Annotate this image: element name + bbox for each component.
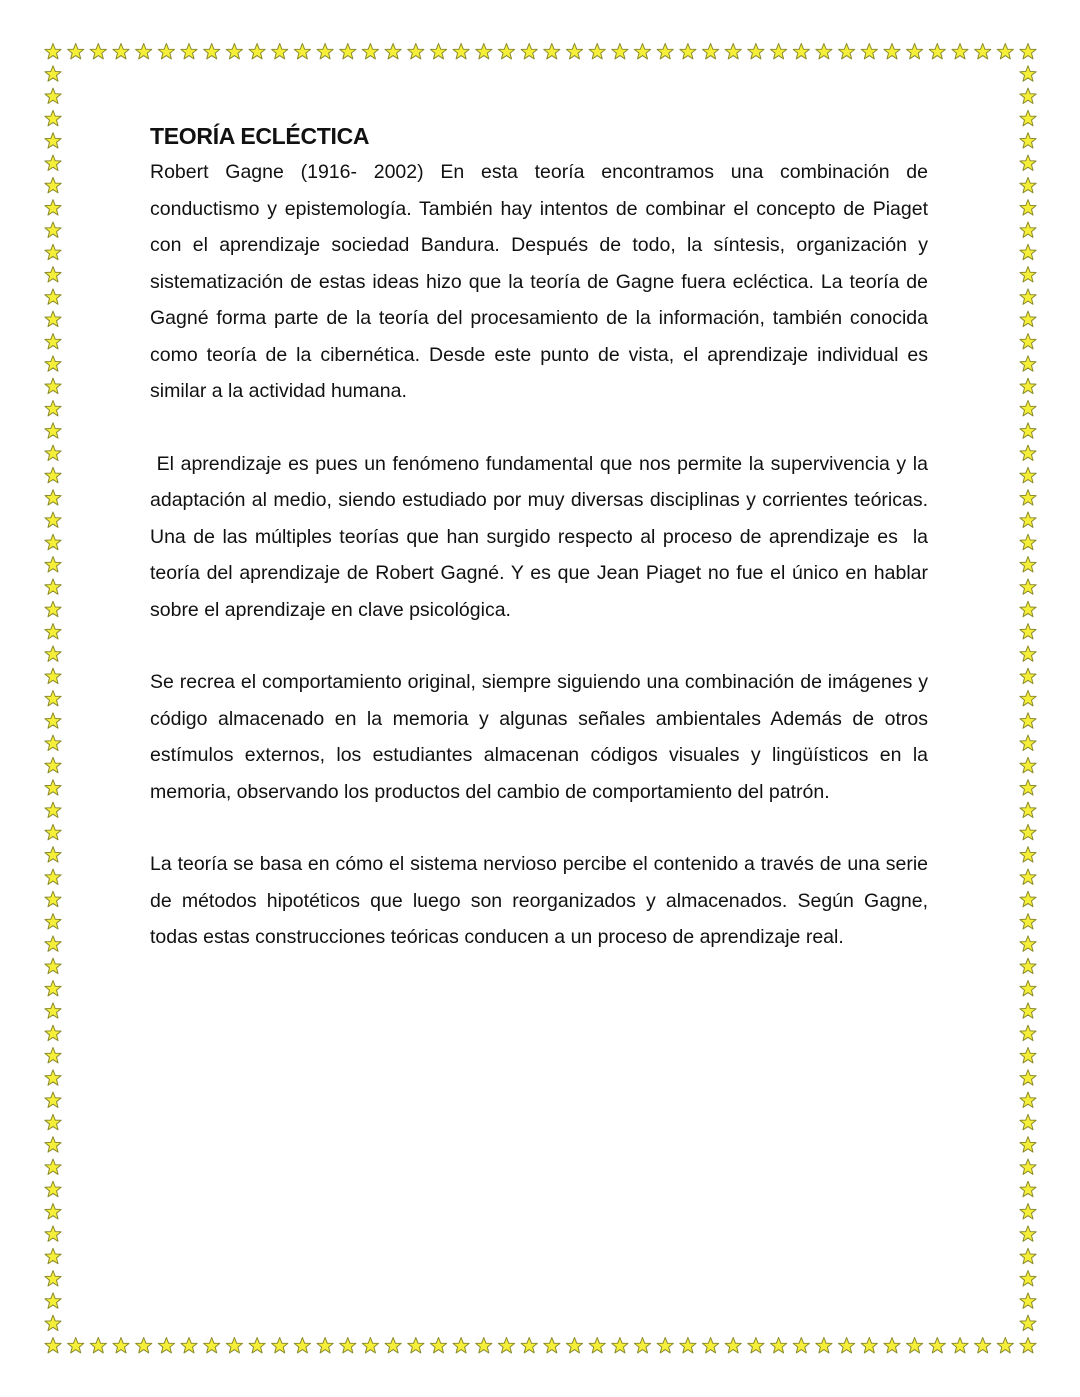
star-icon <box>45 869 61 884</box>
star-icon <box>362 1338 378 1353</box>
document-title: TEORÍA ECLÉCTICA <box>150 123 370 149</box>
star-icon <box>975 1338 991 1353</box>
star-icon <box>158 1338 174 1353</box>
star-icon <box>907 1338 923 1353</box>
star-icon <box>1020 1248 1036 1263</box>
star-icon <box>408 44 424 59</box>
star-icon <box>612 1338 628 1353</box>
star-icon <box>226 44 242 59</box>
star-icon <box>340 44 356 59</box>
star-icon <box>680 1338 696 1353</box>
star-icon <box>1020 1271 1036 1286</box>
star-icon <box>1020 244 1036 259</box>
star-icon <box>952 44 968 59</box>
star-icon <box>45 1181 61 1196</box>
star-icon <box>1020 981 1036 996</box>
star-icon <box>408 1338 424 1353</box>
star-icon <box>1020 1338 1036 1353</box>
star-icon <box>68 1338 84 1353</box>
star-icon <box>181 1338 197 1353</box>
star-icon <box>1020 691 1036 706</box>
star-icon <box>498 1338 514 1353</box>
star-icon <box>136 1338 152 1353</box>
star-icon <box>158 44 174 59</box>
star-icon <box>612 44 628 59</box>
star-icon <box>45 914 61 929</box>
star-icon <box>249 1338 265 1353</box>
star-icon <box>1020 757 1036 772</box>
star-icon <box>544 1338 560 1353</box>
star-icon <box>566 44 582 59</box>
star-icon <box>45 1114 61 1129</box>
star-icon <box>45 1226 61 1241</box>
star-icon <box>90 1338 106 1353</box>
star-icon <box>1020 624 1036 639</box>
star-icon <box>521 44 537 59</box>
star-icon <box>1020 668 1036 683</box>
star-icon <box>1020 1070 1036 1085</box>
star-icon <box>45 334 61 349</box>
star-icon <box>1020 713 1036 728</box>
star-icon <box>45 512 61 527</box>
star-icon <box>45 244 61 259</box>
document-content <box>150 118 934 956</box>
star-icon <box>1020 802 1036 817</box>
star-icon <box>1020 378 1036 393</box>
star-icon <box>45 401 61 416</box>
star-icon <box>1020 869 1036 884</box>
star-icon <box>1020 780 1036 795</box>
star-icon <box>45 1248 61 1263</box>
star-icon <box>294 1338 310 1353</box>
star-icon <box>45 1338 61 1353</box>
star-icon <box>771 44 787 59</box>
star-icon <box>1020 1293 1036 1308</box>
star-icon <box>90 44 106 59</box>
star-icon <box>45 713 61 728</box>
star-icon <box>1020 1315 1036 1330</box>
star-icon <box>907 44 923 59</box>
star-icon <box>45 579 61 594</box>
star-icon <box>498 44 514 59</box>
star-icon <box>45 1271 61 1286</box>
star-icon <box>45 88 61 103</box>
star-icon <box>476 1338 492 1353</box>
star-icon <box>1020 1003 1036 1018</box>
star-icon <box>1020 289 1036 304</box>
star-icon <box>1020 222 1036 237</box>
star-icon <box>1020 1159 1036 1174</box>
star-icon <box>45 1092 61 1107</box>
star-icon <box>45 1159 61 1174</box>
star-icon <box>1020 891 1036 906</box>
star-icon <box>45 311 61 326</box>
star-icon <box>1020 1204 1036 1219</box>
star-icon <box>45 66 61 81</box>
star-icon <box>45 200 61 215</box>
star-icon <box>1020 601 1036 616</box>
star-icon <box>45 110 61 125</box>
star-icon <box>45 267 61 282</box>
star-icon <box>45 222 61 237</box>
star-icon <box>45 557 61 572</box>
star-icon <box>45 757 61 772</box>
star-icon <box>430 1338 446 1353</box>
paragraph-1: Robert Gagne (1916- 2002) En esta teoría encontramos una combinación de conductismo y epistemología. También hay intentos de combinar el concepto de Piaget con el aprendizaje sociedad Bandura. Después de todo, la síntesis, organización y sistematización de estas ideas hizo que la teoría de Gagne fuera ecléctica. La teoría de Gagné forma parte de la teoría del procesamiento de la información, también conocida como teoría de la cibernética. Desde este punto de vista, el aprendizaje individual es similar a la actividad humana. <box>150 161 928 402</box>
star-icon <box>45 624 61 639</box>
star-icon <box>839 1338 855 1353</box>
star-icon <box>1020 423 1036 438</box>
star-icon <box>272 44 288 59</box>
star-icon <box>204 44 220 59</box>
star-icon <box>45 981 61 996</box>
star-icon <box>657 1338 673 1353</box>
star-icon <box>45 958 61 973</box>
star-icon <box>362 44 378 59</box>
star-icon <box>929 44 945 59</box>
star-icon <box>45 356 61 371</box>
star-icon <box>884 1338 900 1353</box>
star-icon <box>703 1338 719 1353</box>
star-icon <box>997 1338 1013 1353</box>
star-icon <box>1020 936 1036 951</box>
star-icon <box>929 1338 945 1353</box>
star-icon <box>1020 356 1036 371</box>
star-icon <box>816 1338 832 1353</box>
star-icon <box>45 601 61 616</box>
star-icon <box>1020 579 1036 594</box>
star-icon <box>1020 155 1036 170</box>
star-icon <box>975 44 991 59</box>
star-icon <box>1020 1092 1036 1107</box>
star-icon <box>839 44 855 59</box>
star-icon <box>136 44 152 59</box>
star-icon <box>45 155 61 170</box>
star-icon <box>181 44 197 59</box>
star-icon <box>453 1338 469 1353</box>
star-icon <box>816 44 832 59</box>
star-icon <box>1020 467 1036 482</box>
paragraph-2: El aprendizaje es pues un fenómeno fundamental que nos permite la supervivencia y la adaptación al medio, siendo estudiado por muy diversas disciplinas y corrientes teóricas. Una de las múltiples teorías que han surgido respecto al proceso de aprendizaje es la teoría del aprendizaje de Robert Gagné. Y es que Jean Piaget no fue el único en hablar sobre el aprendizaje en clave psicológica. <box>150 452 934 621</box>
star-icon <box>1020 958 1036 973</box>
star-icon <box>1020 445 1036 460</box>
star-icon <box>1020 646 1036 661</box>
star-icon <box>45 289 61 304</box>
star-icon <box>45 735 61 750</box>
star-icon <box>1020 267 1036 282</box>
star-icon <box>45 1293 61 1308</box>
star-icon <box>385 44 401 59</box>
star-icon <box>45 1204 61 1219</box>
star-icon <box>1020 1025 1036 1040</box>
star-icon <box>113 44 129 59</box>
star-icon <box>385 1338 401 1353</box>
star-icon <box>45 691 61 706</box>
star-icon <box>45 802 61 817</box>
star-icon <box>272 1338 288 1353</box>
star-icon <box>1020 110 1036 125</box>
star-icon <box>317 1338 333 1353</box>
star-icon <box>113 1338 129 1353</box>
star-icon <box>45 1048 61 1063</box>
star-icon <box>68 44 84 59</box>
star-icon <box>1020 66 1036 81</box>
star-icon <box>1020 847 1036 862</box>
star-icon <box>1020 1181 1036 1196</box>
star-icon <box>725 1338 741 1353</box>
star-icon <box>45 780 61 795</box>
star-icon <box>249 44 265 59</box>
star-icon <box>703 44 719 59</box>
star-icon <box>657 44 673 59</box>
star-icon <box>1020 512 1036 527</box>
star-icon <box>725 44 741 59</box>
star-icon <box>861 44 877 59</box>
star-icon <box>1020 200 1036 215</box>
star-icon <box>793 44 809 59</box>
star-icon <box>340 1338 356 1353</box>
star-icon <box>45 445 61 460</box>
star-icon <box>45 177 61 192</box>
star-icon <box>45 824 61 839</box>
star-icon <box>1020 177 1036 192</box>
star-icon <box>1020 311 1036 326</box>
star-icon <box>45 133 61 148</box>
star-icon <box>952 1338 968 1353</box>
star-icon <box>1020 1137 1036 1152</box>
star-icon <box>1020 557 1036 572</box>
star-icon <box>793 1338 809 1353</box>
star-icon <box>45 936 61 951</box>
star-icon <box>453 44 469 59</box>
star-icon <box>45 646 61 661</box>
star-icon <box>1020 1226 1036 1241</box>
star-icon <box>861 1338 877 1353</box>
star-icon <box>634 44 650 59</box>
star-icon <box>45 534 61 549</box>
star-icon <box>204 1338 220 1353</box>
star-icon <box>748 1338 764 1353</box>
star-icon <box>45 1025 61 1040</box>
star-icon <box>1020 334 1036 349</box>
star-icon <box>1020 133 1036 148</box>
star-icon <box>45 891 61 906</box>
star-icon <box>45 44 61 59</box>
star-icon <box>884 44 900 59</box>
star-icon <box>771 1338 787 1353</box>
star-icon <box>45 1137 61 1152</box>
star-icon <box>45 668 61 683</box>
star-icon <box>45 423 61 438</box>
star-icon <box>589 1338 605 1353</box>
star-icon <box>634 1338 650 1353</box>
star-icon <box>1020 735 1036 750</box>
star-icon <box>45 1315 61 1330</box>
star-icon <box>680 44 696 59</box>
paragraph-3: Se recrea el comportamiento original, siempre siguiendo una combinación de imágenes y código almacenado en la memoria y algunas señales ambientales Además de otros estímulos externos, los estudiantes almacenan códigos visuales y lingüísticos en la memoria, observando los productos del cambio de comportamiento del patrón. <box>150 671 928 803</box>
star-icon <box>521 1338 537 1353</box>
star-icon <box>1020 88 1036 103</box>
star-icon <box>226 1338 242 1353</box>
star-icon <box>45 847 61 862</box>
star-icon <box>45 490 61 505</box>
star-icon <box>1020 1114 1036 1129</box>
star-icon <box>317 44 333 59</box>
star-icon <box>45 1070 61 1085</box>
star-icon <box>45 467 61 482</box>
star-icon <box>1020 44 1036 59</box>
star-icon <box>45 378 61 393</box>
star-icon <box>476 44 492 59</box>
star-icon <box>1020 914 1036 929</box>
star-icon <box>589 44 605 59</box>
star-icon <box>45 1003 61 1018</box>
star-icon <box>430 44 446 59</box>
star-icon <box>544 44 560 59</box>
paragraph-4: La teoría se basa en cómo el sistema nervioso percibe el contenido a través de una serie de métodos hipotéticos que luego son reorganizados y almacenados. Según Gagne, todas estas construcciones teóricas conducen a un proceso de aprendizaje real. <box>150 853 928 948</box>
star-icon <box>566 1338 582 1353</box>
star-icon <box>1020 824 1036 839</box>
star-icon <box>1020 534 1036 549</box>
star-icon <box>1020 1048 1036 1063</box>
star-icon <box>294 44 310 59</box>
star-icon <box>1020 401 1036 416</box>
star-icon <box>748 44 764 59</box>
star-icon <box>1020 490 1036 505</box>
star-icon <box>997 44 1013 59</box>
